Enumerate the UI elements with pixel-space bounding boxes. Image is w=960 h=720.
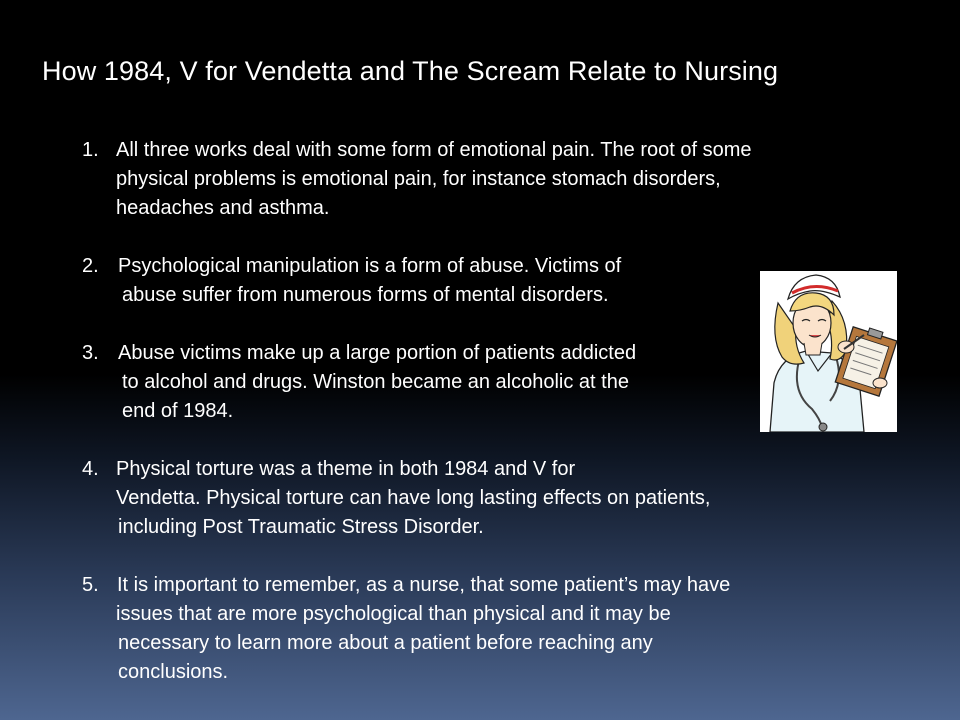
- list-item-text: Vendetta. Physical torture can have long lasting effects on patients,: [116, 487, 711, 509]
- list-item-text: headaches and asthma.: [116, 197, 330, 219]
- nurse-with-clipboard-icon: [760, 271, 897, 432]
- list-item-text: Physical torture was a theme in both 1984 and V for: [116, 458, 576, 480]
- list-item-text: including Post Traumatic Stress Disorder.: [118, 516, 484, 538]
- list-item-text: abuse suffer from numerous forms of mental disorders.: [122, 284, 609, 306]
- list-item-number: 1.: [82, 139, 99, 161]
- list-item-number: 2.: [82, 255, 99, 277]
- list-item-text: All three works deal with some form of emotional pain. The root of some: [116, 139, 752, 161]
- list-item-text: end of 1984.: [122, 400, 234, 422]
- list-item-text: Psychological manipulation is a form of abuse. Victims of: [118, 255, 622, 277]
- list-item-number: 3.: [82, 342, 99, 364]
- list-item-text: Abuse victims make up a large portion of patients addicted: [118, 342, 637, 364]
- list-item-text: conclusions.: [118, 661, 229, 683]
- list-item-text: to alcohol and drugs. Winston became an alcoholic at the: [122, 371, 629, 393]
- list-item-number: 4.: [82, 458, 99, 480]
- list-item-text: It is important to remember, as a nurse, that some patient’s may have: [117, 574, 731, 596]
- list-item-text: issues that are more psychological than physical and it may be: [116, 603, 671, 625]
- nurse-illustration: [760, 271, 897, 432]
- list-item-number: 5.: [82, 574, 99, 596]
- list-item-text: physical problems is emotional pain, for instance stomach disorders,: [116, 168, 721, 190]
- list-item-text: necessary to learn more about a patient before reaching any: [118, 632, 653, 654]
- slide-title: How 1984, V for Vendetta and The Scream Relate to Nursing: [42, 56, 779, 86]
